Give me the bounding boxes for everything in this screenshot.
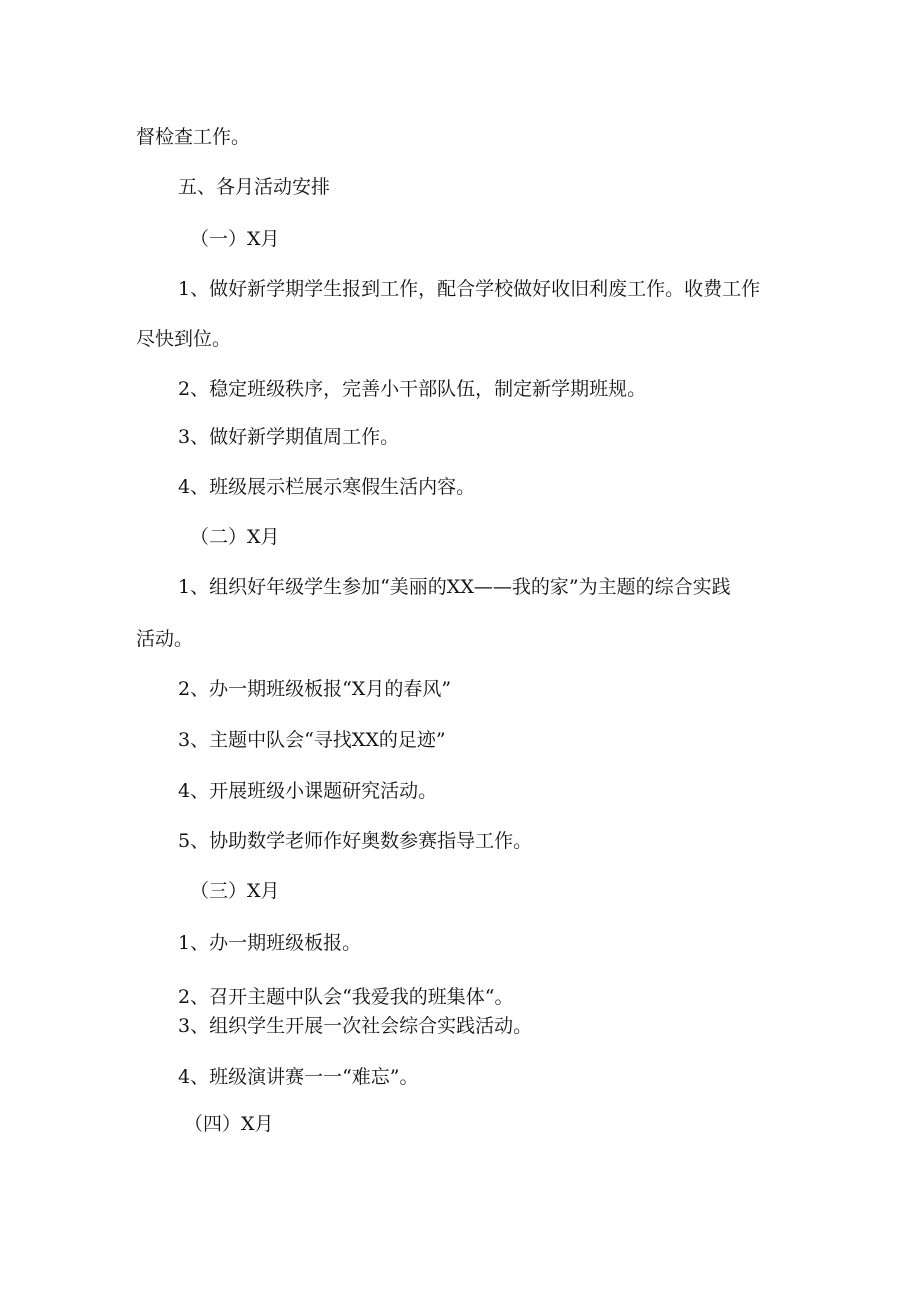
subsection-heading: （二）X月: [190, 526, 280, 548]
list-item: 4、班级演讲赛一一“难忘”。: [178, 1066, 419, 1088]
list-item: 3、做好新学期值周工作。: [178, 426, 400, 448]
list-item: 2、召开主题中队会“我爱我的班集体“。: [178, 986, 514, 1008]
list-item: 5、协助数学老师作好奥数参赛指导工作。: [178, 830, 533, 852]
list-item: 1、办一期班级板报。: [178, 932, 362, 954]
list-item: 3、主题中队会“寻找XX的足迹”: [178, 729, 446, 751]
text-line: 活动。: [136, 628, 194, 650]
list-item: 1、做好新学期学生报到工作，配合学校做好收旧利废工作。收费工作: [178, 278, 761, 300]
list-item: 4、班级展示栏展示寒假生活内容。: [178, 476, 476, 498]
list-item: 1、组织好年级学生参加“美丽的XX——我的家”为主题的综合实践: [178, 576, 731, 598]
subsection-heading: （四）X月: [184, 1113, 274, 1135]
list-item: 3、组织学生开展一次社会综合实践活动。: [178, 1015, 533, 1037]
list-item: 2、稳定班级秩序，完善小干部队伍，制定新学期班规。: [178, 378, 647, 400]
list-item: 2、办一期班级板报“X月的春风”: [178, 678, 452, 700]
list-item: 4、开展班级小课题研究活动。: [178, 780, 438, 802]
subsection-heading: （一）X月: [190, 228, 280, 250]
section-heading: 五、各月活动安排: [178, 176, 331, 198]
text-line: 督检查工作。: [136, 126, 251, 148]
text-line: 尽快到位。: [136, 328, 232, 350]
subsection-heading: （三）X月: [190, 880, 280, 902]
